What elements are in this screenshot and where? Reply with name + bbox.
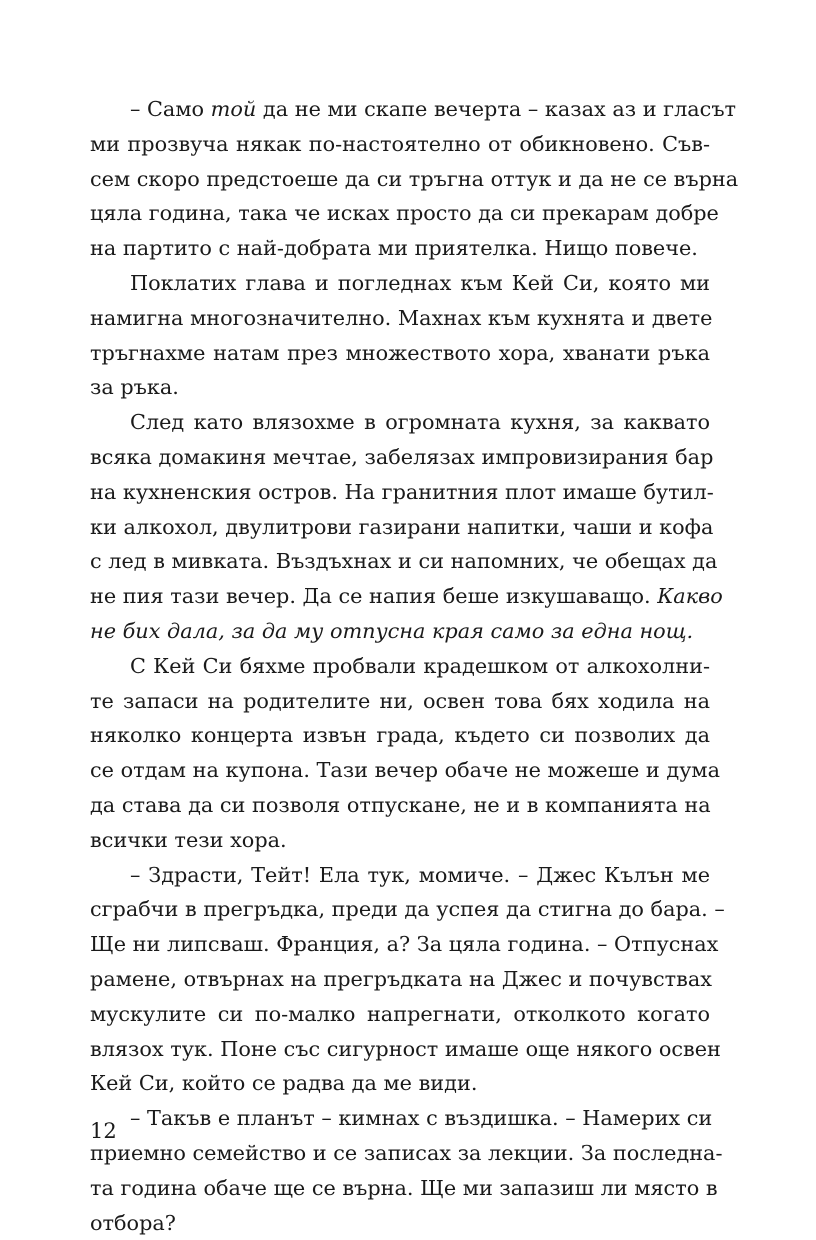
- text-segment: няколко концерта извън града, където си позволих да: [90, 723, 710, 747]
- text-segment: – Здрасти, Тейт! Ела тук, момиче. – Джес Кълън ме: [130, 863, 710, 887]
- text-segment: се отдам на купона. Тази вечер обаче не можеше и дума: [90, 758, 720, 782]
- text-segment: Кей Си, който се радва да ме види.: [90, 1071, 477, 1095]
- text-segment: След като влязохме в огромната кухня, за каквато: [130, 410, 710, 434]
- text-line: [90, 614, 710, 649]
- text-line: [90, 510, 710, 545]
- italic-text: той: [211, 97, 257, 121]
- text-line: [90, 927, 710, 962]
- text-segment: всяка домакиня мечтае, забелязах импровизирания бар: [90, 445, 713, 469]
- text-line: [90, 858, 710, 893]
- text-segment: отбора?: [90, 1211, 176, 1235]
- text-segment: сем скоро предстоеше да си тръгна оттук и да не се върна: [90, 167, 738, 191]
- text-line: [90, 718, 710, 753]
- text-segment: – Такъв е планът – кимнах с въздишка. – Намерих си: [130, 1106, 712, 1130]
- text-segment: да не ми скапе вечерта – казах аз и гласът: [256, 97, 736, 121]
- text-segment: мускулите си по-малко напрегнати, отколкото когато: [90, 1002, 710, 1026]
- text-segment: рамене, отвърнах на прегръдката на Джес и почувствах: [90, 967, 712, 991]
- text-segment: Поклатих глава и погледнах към Кей Си, която ми: [130, 271, 710, 295]
- text-line: [90, 684, 710, 719]
- text-line: [90, 962, 710, 997]
- text-line: [90, 336, 710, 371]
- text-segment: тръгнахме натам през множеството хора, хванати ръка: [90, 341, 710, 365]
- text-segment: Ще ни липсваш. Франция, а? За цяла година. – Отпуснах: [90, 932, 718, 956]
- text-line: [90, 266, 710, 301]
- text-segment: те запаси на родителите ни, освен това бях ходила на: [90, 689, 710, 713]
- italic-text: Какво: [657, 584, 723, 608]
- text-line: [90, 823, 710, 858]
- text-line: [90, 231, 710, 266]
- text-segment: ми прозвуча някак по-настоятелно от обикновено. Съв-: [90, 132, 710, 156]
- text-segment: влязох тук. Поне със сигурност имаше още някого освен: [90, 1037, 721, 1061]
- text-segment: приемно семейство и се записах за лекции. За последна-: [90, 1141, 723, 1165]
- text-segment: да става да си позволя отпускане, не и в компанията на: [90, 793, 711, 817]
- text-segment: за ръка.: [90, 375, 179, 399]
- text-line: [90, 1032, 710, 1067]
- text-segment: всички тези хора.: [90, 828, 287, 852]
- text-line: [90, 440, 710, 475]
- text-segment: на партито с най-добрата ми приятелка. Нищо повече.: [90, 236, 698, 260]
- text-line: [90, 649, 710, 684]
- text-line: [90, 544, 710, 579]
- text-segment: с лед в мивката. Въздъхнах и си напомних, че обещах да: [90, 549, 717, 573]
- text-line: [90, 1101, 710, 1136]
- text-line: [90, 92, 710, 127]
- text-segment: ки алкохол, двулитрови газирани напитки, чаши и кофа: [90, 515, 713, 539]
- text-line: [90, 788, 710, 823]
- text-segment: – Само: [130, 97, 211, 121]
- text-line: [90, 162, 710, 197]
- text-segment: намигна многозначително. Махнах към кухнята и двете: [90, 306, 713, 330]
- text-segment: та година обаче ще се върна. Ще ми запазиш ли място в: [90, 1176, 718, 1200]
- text-line: [90, 127, 710, 162]
- text-segment: не пия тази вечер. Да се напия беше изкушаващо.: [90, 584, 657, 608]
- page-number: 12: [90, 1118, 117, 1144]
- italic-text: не бих дала, за да му отпусна края само за една нощ.: [90, 619, 693, 643]
- text-line: [90, 196, 710, 231]
- text-line: [90, 370, 710, 405]
- text-segment: сграбчи в прегръдка, преди да успея да стигна до бара. –: [90, 897, 725, 921]
- text-line: [90, 301, 710, 336]
- text-line: [90, 1206, 710, 1240]
- text-line: [90, 1066, 710, 1101]
- text-line: [90, 1136, 710, 1171]
- body-text: [90, 92, 710, 1240]
- text-segment: на кухненския остров. На гранитния плот имаше бутил-: [90, 480, 714, 504]
- text-line: [90, 405, 710, 440]
- text-line: [90, 475, 710, 510]
- text-line: [90, 1171, 710, 1206]
- text-line: [90, 579, 710, 614]
- text-segment: С Кей Си бяхме пробвали крадешком от алкохолни-: [130, 654, 710, 678]
- text-line: [90, 753, 710, 788]
- text-segment: цяла година, така че исках просто да си прекарам добре: [90, 201, 719, 225]
- text-line: [90, 892, 710, 927]
- text-line: [90, 997, 710, 1032]
